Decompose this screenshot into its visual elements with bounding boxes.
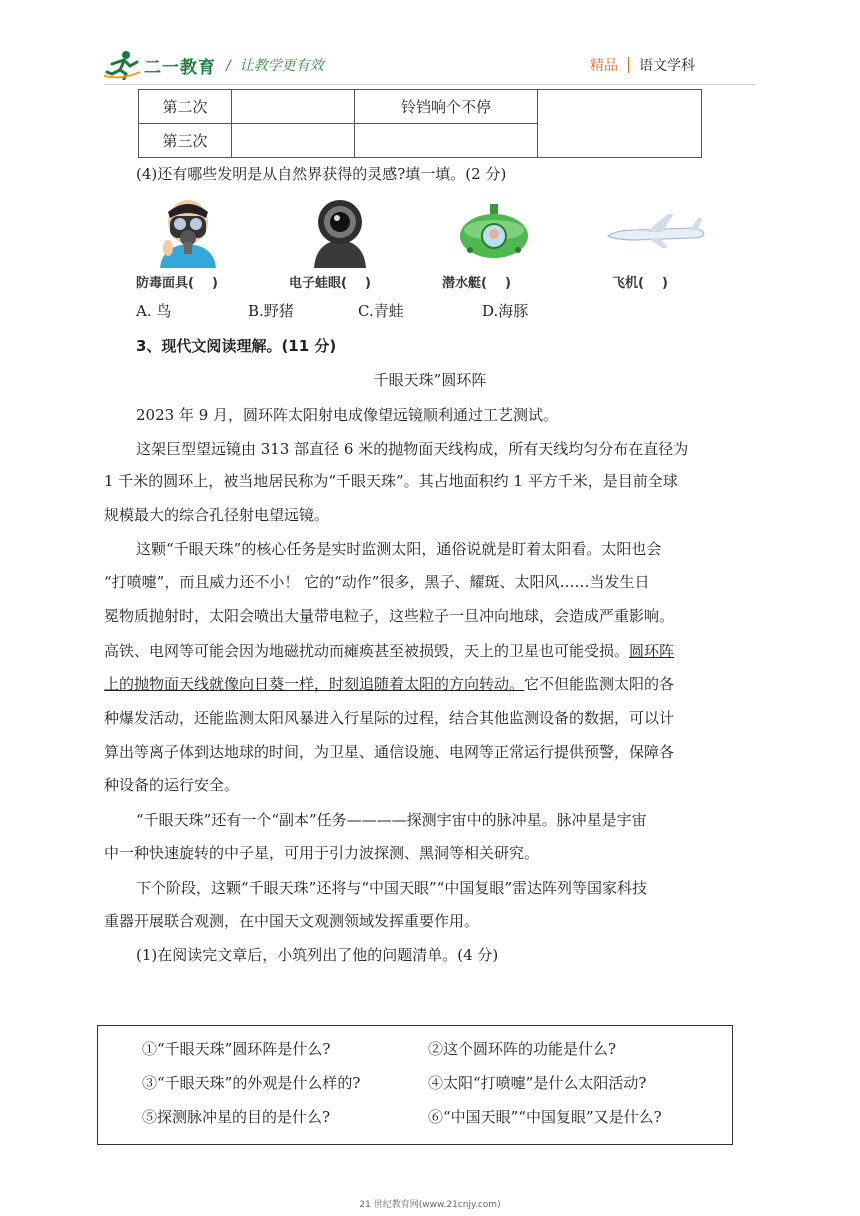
question-item: ⑥“中国天眼”“中国复眼”又是什么? <box>428 1108 662 1126</box>
table-row <box>139 90 702 124</box>
submarine-icon <box>452 196 536 268</box>
airplane-icon <box>606 196 706 268</box>
brand-logo <box>104 48 216 82</box>
table-cell <box>355 124 538 158</box>
article-text: 高铁、电网等可能会因为地磁扰动而瘫痪甚至被损毁，天上的卫星也可能受损。 <box>104 642 630 660</box>
gas-mask-label: 防毒面具( ) <box>136 276 218 291</box>
question-item: ④太阳“打喷嚏”是什么太阳活动? <box>428 1074 647 1092</box>
header-rule <box>104 84 756 85</box>
article-text: 它不但能监测太阳的各 <box>524 675 675 693</box>
header-divider <box>628 57 629 73</box>
subject-label: 语文学科 <box>639 58 695 74</box>
question-item: ③“千眼天珠”的外观是什么样的? <box>142 1074 361 1092</box>
article-title: 千眼天珠”圆环阵 <box>373 371 487 389</box>
page-footer: 21 世纪教育网(www.21cnjy.com) <box>359 1200 501 1210</box>
subquestion-1: (1)在阅读完文章后，小筑列出了他的问题清单。(4 分) <box>136 946 499 964</box>
article-line <box>104 641 674 661</box>
gas-mask-icon <box>146 196 230 268</box>
article-line: 这颗“千眼天珠”的核心任务是实时监测太阳，通俗说就是盯着太阳看。太阳也会 <box>136 540 662 558</box>
article-line: 算出等离子体到达地球的时间，为卫星、通信设施、电网等正常运行提供预警，保障各 <box>104 743 675 761</box>
underlined-text: 上的抛物面天线就像向日葵一样，时刻追随着太阳的方向转动。 <box>104 675 525 693</box>
option-a: A. 鸟 <box>136 302 172 320</box>
question-item: ①“千眼天珠”圆环阵是什么? <box>142 1040 331 1058</box>
table-cell: 铃铛响个不停 <box>355 90 538 124</box>
table-cell: 第二次 <box>139 90 232 124</box>
section-heading: 3、现代文阅读理解。(11 分) <box>136 337 337 355</box>
option-d: D.海豚 <box>482 302 529 320</box>
article-line: 2023 年 9 月，圆环阵太阳射电成像望远镜顺利通过工艺测试。 <box>136 406 559 424</box>
frog-eye-label: 电子蛙眼( ) <box>289 276 371 291</box>
electronic-frog-eye-icon <box>298 196 382 268</box>
article-line: 这架巨型望远镜由 313 部直径 6 米的抛物面天线构成，所有天线均匀分布在直径为 <box>136 440 689 458</box>
article-line: “千眼天珠”还有一个“副本”任务————探测宇宙中的脉冲星。脉冲星是宇宙 <box>136 811 647 829</box>
submarine-label: 潜水艇( ) <box>442 276 511 291</box>
answer-table <box>138 89 702 158</box>
logo-text: 二一教育 <box>144 57 216 78</box>
question-item: ②这个圆环阵的功能是什么? <box>428 1040 617 1058</box>
article-line: “打喷嚏”，而且威力还不小！ 它的“动作”很多，黑子、耀斑、太阳风……当发生日 <box>104 573 650 591</box>
question-item: ⑤探测脉冲星的目的是什么? <box>142 1108 331 1126</box>
airplane-label: 飞机( ) <box>612 276 668 291</box>
table-cell <box>232 90 355 124</box>
article-line: 规模最大的综合孔径射电望远镜。 <box>104 506 330 524</box>
table-cell: 第三次 <box>139 124 232 158</box>
underlined-text: 圆环阵 <box>629 642 675 660</box>
q4-prompt: (4)还有哪些发明是从自然界获得的灵感?填一填。(2 分) <box>136 165 507 183</box>
table-cell <box>538 90 702 158</box>
article-line: 冕物质抛射时，太阳会喷出大量带电粒子，这些粒子一旦冲向地球，会造成严重影响。 <box>104 607 675 625</box>
article-line: 重器开展联合观测，在中国天文观测领域发挥重要作用。 <box>104 912 480 930</box>
option-c: C.青蛙 <box>358 302 404 320</box>
slogan: / 让教学更有效 <box>226 58 324 74</box>
option-b: B.野猪 <box>248 302 294 320</box>
article-line <box>104 674 674 694</box>
article-line: 中一种快速旋转的中子星，可用于引力波探测、黑洞等相关研究。 <box>104 844 540 862</box>
quality-badge: 精品 <box>590 58 618 74</box>
article-line: 种设备的运行安全。 <box>104 776 240 794</box>
header-right <box>590 55 695 75</box>
table-cell <box>232 124 355 158</box>
runner-logo-icon <box>104 50 140 80</box>
article-line: 1 千米的圆环上，被当地居民称为“千眼天珠”。其占地面积约 1 平方千米，是目前全球 <box>104 472 678 490</box>
article-line: 种爆发活动，还能监测太阳风暴进入行星际的过程，结合其他监测设备的数据，可以计 <box>104 709 675 727</box>
article-line: 下个阶段，这颗“千眼天珠”还将与“中国天眼”“中国复眼”雷达阵列等国家科技 <box>136 879 648 897</box>
